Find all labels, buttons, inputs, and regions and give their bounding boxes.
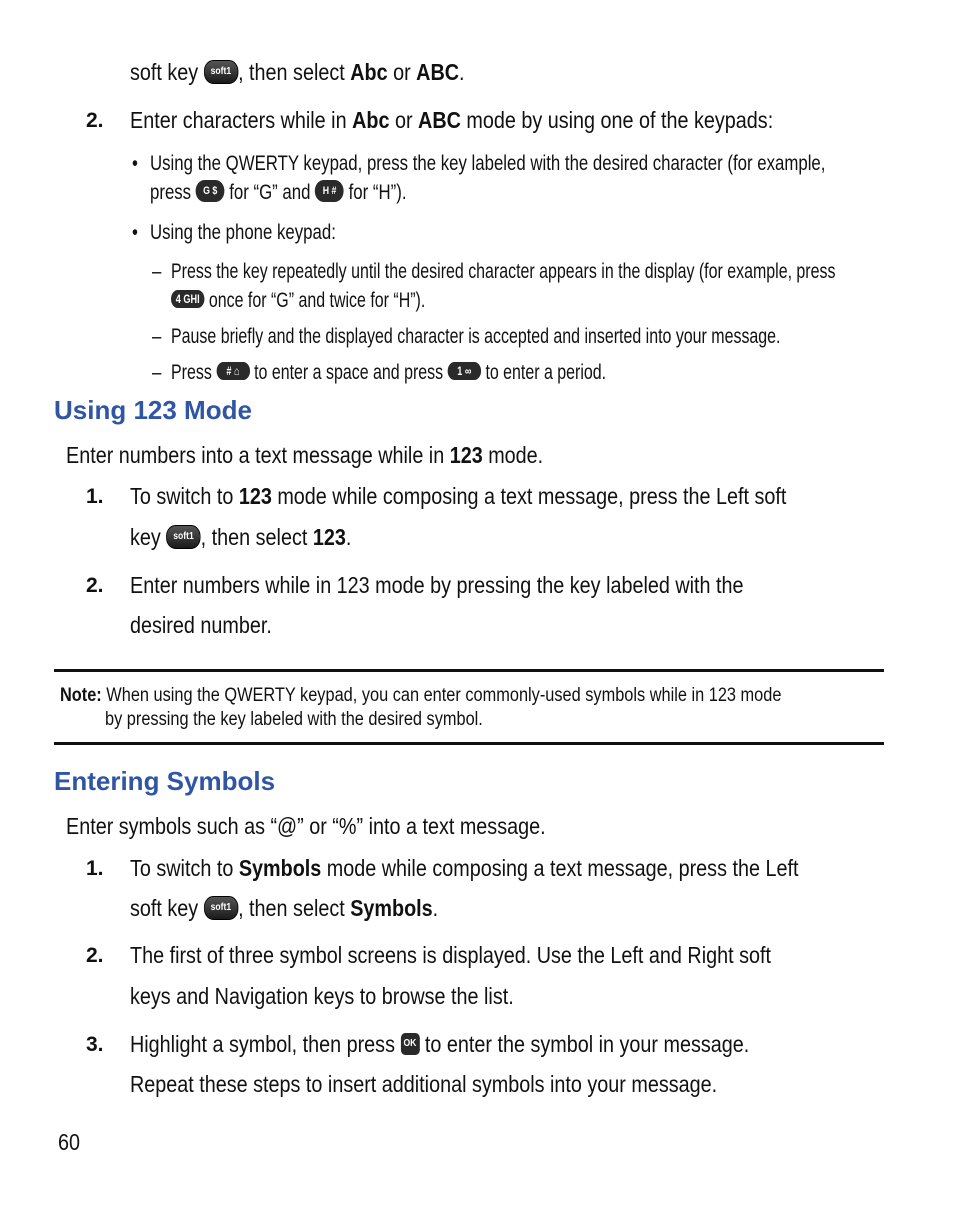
text: mode while composing a text message, press the Left soft: [277, 483, 787, 509]
note-top-rule: [54, 669, 884, 672]
soft-key-icon: soft1: [204, 896, 238, 920]
text: To switch to: [130, 483, 234, 509]
step-text: [130, 523, 351, 551]
note-label: Note:: [60, 685, 102, 706]
step-text: [130, 894, 438, 922]
g-key-icon: G $: [196, 180, 225, 202]
step-number: 1.: [86, 485, 104, 508]
step-text: [130, 482, 786, 510]
soft-key-icon: soft1: [166, 525, 200, 549]
text: To switch to: [130, 855, 234, 881]
step-text: Repeat these steps to insert additional symbols into your message.: [130, 1071, 718, 1097]
h-key-icon: H #: [315, 180, 344, 202]
step-text: desired number.: [130, 612, 272, 638]
step-text: [130, 854, 798, 882]
step-continuation: [130, 58, 465, 86]
text: When using the QWERTY keypad, you can enter commonly-used symbols while in 123 mode: [106, 685, 782, 706]
section-heading: Entering Symbols: [54, 766, 276, 796]
step-text: keys and Navigation keys to browse the list.: [130, 983, 514, 1009]
text: , then select: [200, 524, 308, 550]
section-heading: Using 123 Mode: [54, 395, 252, 425]
text: mode while composing a text message, press the Left: [326, 855, 799, 881]
step-number: 2.: [86, 574, 104, 597]
text: , then select: [238, 59, 345, 85]
dash-mark: –: [152, 325, 162, 348]
one-key-icon: 1 ∞: [448, 362, 481, 380]
mode-symbols: Symbols: [238, 855, 322, 881]
bullet-line: [150, 180, 406, 206]
4ghi-key-icon: 4 GHI: [171, 290, 204, 308]
step-number: 2.: [86, 944, 104, 967]
text: key: [130, 524, 161, 550]
text: press: [150, 181, 192, 204]
step-number: 1.: [86, 857, 104, 880]
step-number: 2.: [86, 109, 104, 132]
text: to enter a period.: [485, 361, 607, 384]
bullet-line: Using the phone keypad:: [150, 221, 336, 244]
mode-123: 123: [238, 483, 272, 509]
pound-key-icon: # ⌂: [216, 362, 249, 380]
step-text: [130, 106, 773, 134]
text: .: [345, 524, 352, 550]
page-number: 60: [58, 1129, 81, 1155]
dash-line: [171, 360, 606, 386]
dash-line: Pause briefly and the displayed character is accepted and inserted into your message.: [171, 325, 781, 348]
step-text: Enter numbers while in 123 mode by pressing the key labeled with the: [130, 572, 744, 598]
dash-line: Press the key repeatedly until the desired character appears in the display (for example, press: [171, 260, 836, 283]
text: to enter a space and press: [254, 361, 444, 384]
text: for “H”).: [348, 181, 407, 204]
ok-key-icon: OK: [400, 1033, 419, 1055]
text: mode.: [488, 442, 544, 468]
text: or: [393, 59, 411, 85]
mode-abc: Abc: [350, 59, 388, 85]
step-text: The first of three symbol screens is displayed. Use the Left and Right soft: [130, 942, 771, 968]
text: .: [459, 59, 465, 85]
text: for “G” and: [229, 181, 311, 204]
mode-abc: Abc: [352, 107, 390, 133]
note-line: by pressing the key labeled with the desired symbol.: [105, 709, 483, 730]
text: to enter the symbol in your message.: [424, 1031, 750, 1057]
text: once for “G” and twice for “H”).: [208, 289, 426, 312]
note-line: [60, 684, 781, 708]
bullet-line: Using the QWERTY keypad, press the key labeled with the desired character (for example,: [150, 152, 826, 175]
soft-key-icon: soft1: [204, 60, 238, 84]
note-bottom-rule: [54, 742, 884, 745]
mode-123: 123: [312, 524, 346, 550]
bullet-mark: •: [132, 152, 138, 175]
step-text: [130, 1030, 749, 1058]
text: Press: [171, 361, 212, 384]
text: Highlight a symbol, then press: [130, 1031, 395, 1057]
text: mode by using one of the keypads:: [466, 107, 774, 133]
text: soft key: [130, 59, 199, 85]
mode-abc-upper: ABC: [418, 107, 461, 133]
bullet-mark: •: [132, 221, 138, 244]
dash-mark: –: [152, 361, 162, 384]
text: .: [432, 895, 439, 921]
section-intro: [66, 441, 543, 469]
step-number: 3.: [86, 1033, 104, 1056]
mode-symbols: Symbols: [350, 895, 433, 921]
text: soft key: [130, 895, 199, 921]
text: Enter characters while in: [130, 107, 347, 133]
dash-mark: –: [152, 260, 162, 283]
section-intro: Enter symbols such as “@” or “%” into a text message.: [66, 813, 546, 839]
text: or: [394, 107, 413, 133]
text: , then select: [238, 895, 345, 921]
mode-123: 123: [449, 442, 483, 468]
text: Enter numbers into a text message while in: [66, 442, 445, 468]
dash-line: [171, 288, 425, 314]
mode-abc-upper: ABC: [416, 59, 460, 85]
